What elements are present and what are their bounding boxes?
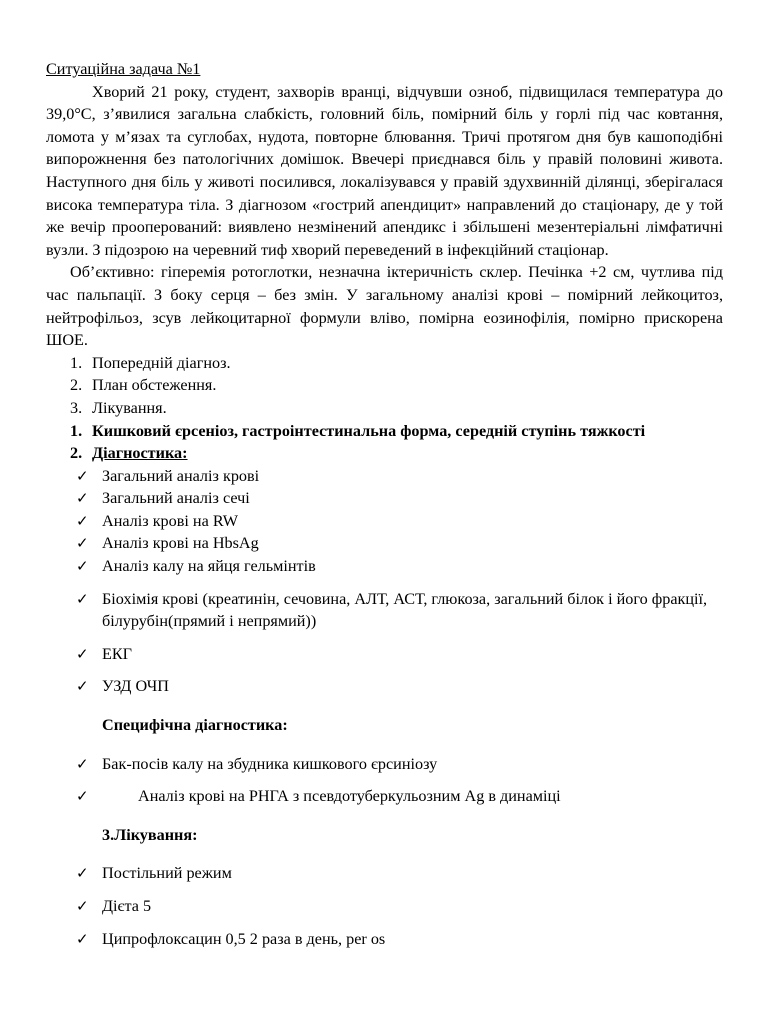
question-item: 1. Попередній діагноз. — [70, 353, 231, 372]
list-item: ✓ Бак-посів калу на збудника кишкового єрсиніозу — [46, 753, 723, 776]
list-item: ✓ ЕКГ — [46, 643, 723, 666]
diagnostics-list — [46, 465, 723, 578]
treatment-list-2 — [46, 895, 723, 918]
check-icon: ✓ — [76, 534, 89, 553]
check-icon: ✓ — [76, 557, 89, 576]
list-item: ✓ Загальний аналіз крові — [46, 465, 723, 488]
list-item: ✓ Аналіз крові на HbsAg — [46, 532, 723, 555]
list-item: ✓ Загальний аналіз сечі — [46, 487, 723, 510]
question-list — [46, 352, 723, 420]
list-item: ✓ УЗД ОЧП — [46, 675, 723, 698]
document-page — [46, 58, 723, 950]
specific-list-2 — [46, 785, 723, 808]
case-paragraph-2: Об’єктивно: гіперемія ротоглотки, незначна іктеричність склер. Печінка +2 см, чутлива під час пальпації. З боку серця – без змін. У загальному аналізі крові – помірний лейкоцитоз, нейтрофільоз, зсув лейкоцитарної формули вліво, помірна еозинофілія, помірно прискорена ШОЕ. — [46, 263, 723, 350]
check-icon: ✓ — [76, 897, 89, 915]
list-item: ✓ Аналіз крові на RW — [46, 510, 723, 533]
specific-list — [46, 753, 723, 776]
check-icon: ✓ — [76, 929, 89, 948]
check-icon: ✓ — [76, 677, 89, 696]
treatment-list — [46, 862, 723, 885]
specific-diagnostics-heading: Специфічна діагностика: — [102, 716, 288, 735]
answer-list — [46, 420, 723, 465]
list-item: ✓ Дієта 5 — [46, 895, 723, 918]
check-icon: ✓ — [76, 511, 89, 530]
check-icon: ✓ — [76, 754, 89, 773]
list-item: ✓ Ципрофлоксацин 0,5 2 раза в день, per os — [46, 928, 723, 951]
check-icon: ✓ — [76, 787, 89, 806]
list-item: ✓ Аналіз калу на яйця гельмінтів — [46, 555, 723, 578]
list-item: ✓ Постільний режим — [46, 862, 723, 885]
check-icon: ✓ — [76, 589, 89, 608]
check-icon: ✓ — [76, 644, 89, 663]
list-item: ✓ Біохімія крові (креатинін, сечовина, АЛТ, АСТ, глюкоза, загальний білок і його фракції, білурубін(прямий і непрямий)) — [76, 589, 708, 631]
diagnostics-list-2 — [46, 588, 723, 633]
answer-diagnostics-heading: 2. Діагностика: — [70, 444, 188, 463]
answer-diagnosis: 1. Кишковий єрсеніоз, гастроінтестинальна форма, середній ступінь тяжкості — [70, 421, 646, 440]
question-item: 3. Лікування. — [70, 398, 167, 417]
check-icon: ✓ — [76, 864, 89, 883]
task-title: Ситуаційна задача №1 — [46, 60, 201, 78]
diagnostics-list-4 — [46, 675, 723, 698]
treatment-heading: 3.Лікування: — [102, 825, 198, 844]
question-item: 2. План обстеження. — [70, 376, 217, 395]
treatment-list-3 — [46, 928, 723, 951]
check-icon: ✓ — [76, 489, 89, 508]
diagnostics-list-3 — [46, 643, 723, 666]
check-icon: ✓ — [76, 466, 89, 485]
list-item: ✓ Аналіз крові на РНГА з псевдотуберкульозним Ag в динаміці — [46, 785, 723, 808]
case-paragraph-1: Хворий 21 року, студент, захворів вранці, відчувши озноб, підвищилася температура до 39,0°С, з’явилися загальна слабкість, головний біль, помірний біль у горлі під час ковтання, ломота у м’язах та суглобах, нудота, повторне блювання. Тричі протягом дня був кашоподібні випорожнення без патологічних домішок. Ввечері приєднався біль у правій половині живота. Наступного дня біль у животі посилився, локалізувався у правій здухвинній ділянці, зберігалася висока температура тіла. З діагнозом «гострий апендицит» направлений до стаціонару, де у той же вечір прооперований: виявлено незмінений апендикс і збільшені мезентеріальні лімфатичні вузли. З підозрою на черевний тиф хворий переведений в інфекційний стаціонар. — [46, 82, 723, 259]
